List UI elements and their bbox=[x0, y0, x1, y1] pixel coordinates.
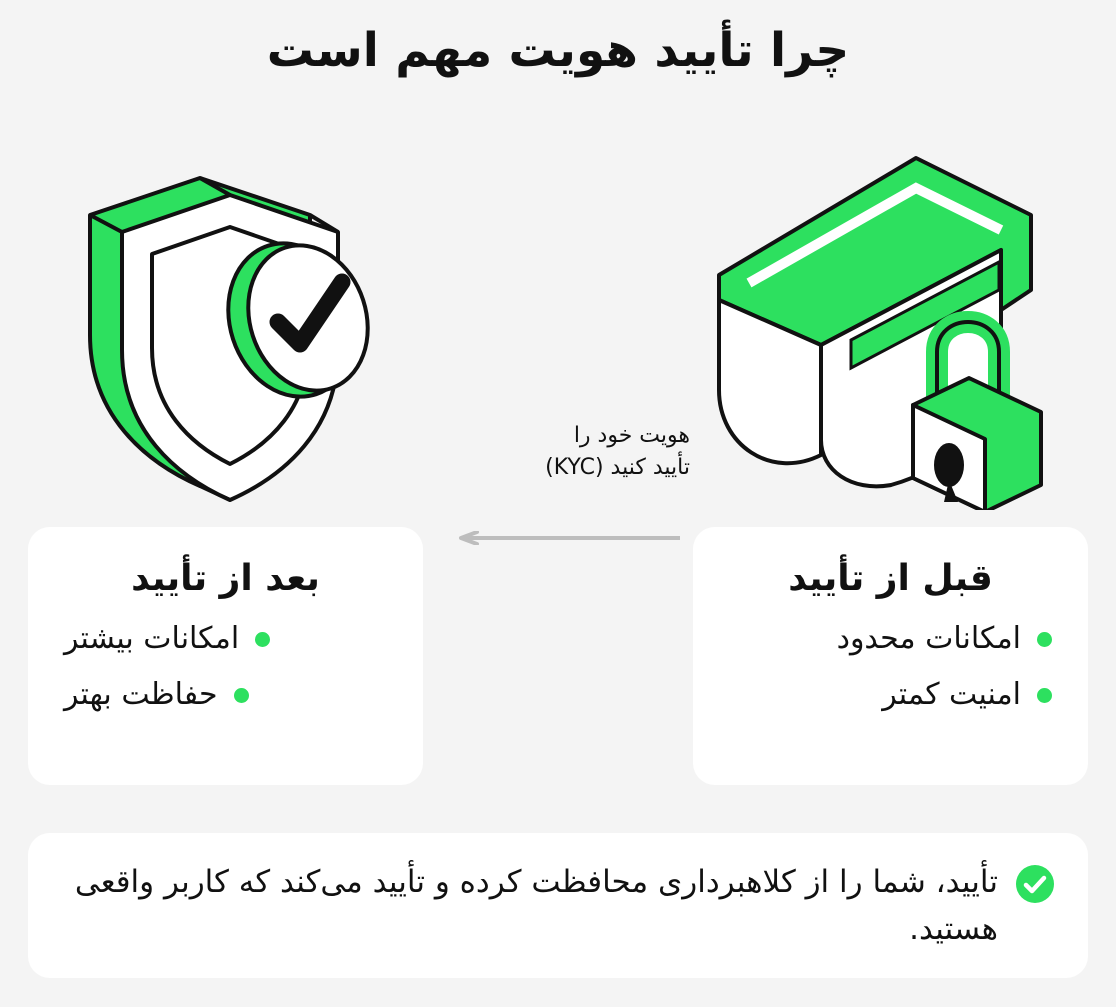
check-circle-icon bbox=[1016, 865, 1054, 903]
bullet-dot-icon bbox=[255, 632, 270, 647]
card-before-verification bbox=[693, 527, 1088, 785]
bullet-dot-icon bbox=[234, 688, 249, 703]
list-item bbox=[723, 674, 1058, 716]
list-item bbox=[58, 618, 393, 660]
flow-caption bbox=[440, 420, 690, 484]
bullet-dot-icon bbox=[1037, 688, 1052, 703]
card-before-bullet-1: امکانات محدود bbox=[836, 621, 1021, 657]
shield-check-icon bbox=[60, 150, 390, 510]
list-item bbox=[58, 674, 393, 716]
list-item bbox=[723, 618, 1058, 660]
card-before-title: قبل از تأیید bbox=[788, 558, 993, 599]
card-after-title: بعد از تأیید bbox=[131, 558, 320, 599]
card-after-verification bbox=[28, 527, 423, 785]
footer-note-text: تأیید، شما را از کلاهبرداری محافظت کرده و تأیید می‌کند که کاربر واقعی هستید. bbox=[74, 864, 998, 947]
card-before-bullet-2: امنیت کمتر bbox=[882, 677, 1021, 713]
comparison-cards bbox=[0, 527, 1116, 797]
flow-caption-line2: تأیید کنید (KYC) bbox=[545, 454, 690, 480]
card-after-bullet-2: حفاظت بهتر bbox=[64, 677, 218, 713]
card-after-bullet-1: امکانات بیشتر bbox=[64, 621, 240, 657]
flow-caption-line1: هویت خود را bbox=[573, 423, 690, 448]
footer-note bbox=[28, 833, 1088, 978]
page-title: چرا تأیید هویت مهم است bbox=[266, 23, 850, 78]
vault-lock-icon bbox=[701, 140, 1061, 510]
bullet-dot-icon bbox=[1037, 632, 1052, 647]
